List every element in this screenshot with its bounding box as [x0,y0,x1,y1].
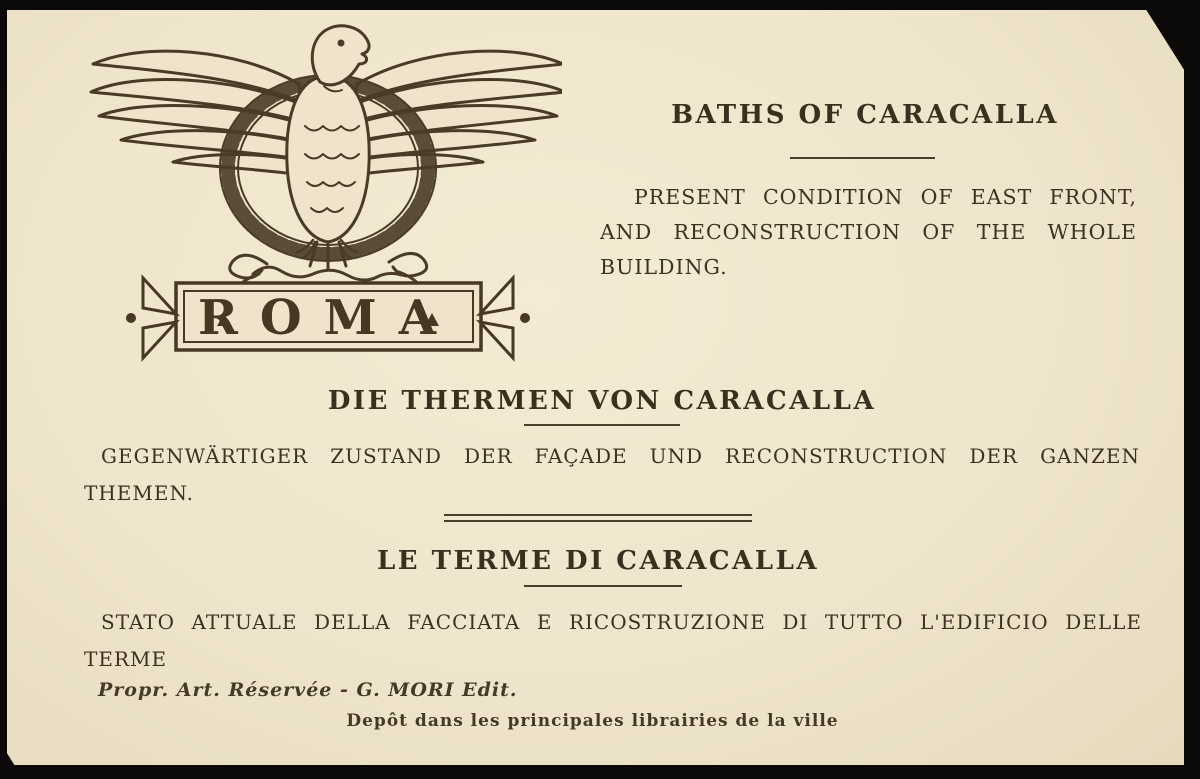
german-divider [524,424,680,426]
banner-ribbon-end-right [480,278,513,358]
scan-edge-bottom [0,765,1200,779]
scan-edge-right [1184,0,1200,779]
english-divider [790,157,935,159]
italian-title: LE TERME DI CARACALLA [376,546,820,576]
banner-ribbon-end-left [143,278,176,358]
german-title: DIE THERMEN VON CARACALLA [327,386,877,416]
eagle-body [287,76,369,242]
english-body [600,180,1137,285]
english-title: BATHS OF CARACALLA [671,100,1059,130]
italian-divider [524,585,682,587]
roma-banner-text: ROMA [197,290,459,346]
imprint-rights: Propr. Art. Réservée - G. MORI Edit. [98,679,518,701]
eagle-head [312,26,369,85]
perch-ground [253,267,401,280]
scan-edge-left [0,0,7,779]
imprint-depot: Depôt dans les principales librairies de la ville [346,711,839,731]
text-line: BUILDING. [600,255,728,279]
text-line: STATO ATTUALE DELLA FACCIATA E RICOSTRUZIONE DI TUTTO L'EDIFICIO DELLE [101,610,1142,634]
eagle-left-wing [91,51,309,176]
scan-edge-top [0,0,1200,10]
text-line: THEMEN. [84,481,195,505]
eagle-eye [338,40,345,47]
italian-body [84,604,1142,678]
text-line: TERME [84,647,168,671]
eagle-right-wing [347,51,562,176]
section-divider [444,514,752,522]
text-line: AND RECONSTRUCTION OF THE WHOLE [600,220,1137,244]
text-line: PRESENT CONDITION OF EAST FRONT, [634,185,1137,209]
eagle-emblem-illustration [76,2,562,366]
text-line: GEGENWÄRTIGER ZUSTAND DER FAÇADE UND RECONSTRUCTION DER GANZEN [101,444,1140,468]
banner-dot-left [126,313,136,323]
german-body [84,438,1140,512]
banner-dot-right [520,313,530,323]
